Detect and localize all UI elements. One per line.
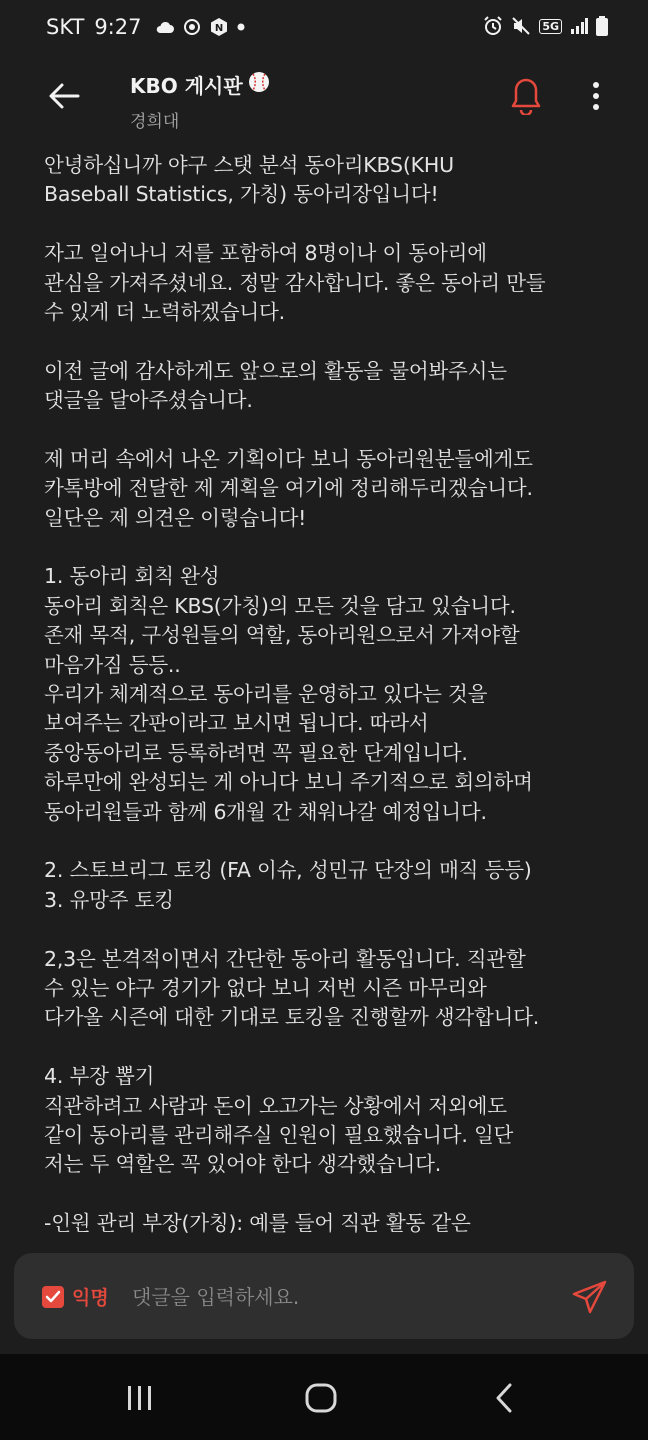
svg-text:N: N <box>215 23 224 34</box>
post-line: Baseball Statistics, 가칭) 동아리장입니다! <box>44 182 439 207</box>
recent-apps-button[interactable] <box>110 1376 170 1420</box>
post-line: 직관하려고 사람과 돈이 오고가는 상황에서 저외에도 <box>44 1093 507 1118</box>
post-line: 수 있는 야구 경기가 없다 보니 저번 시즌 마무리와 <box>44 975 487 1000</box>
system-back-button[interactable] <box>474 1376 534 1420</box>
post-line: 제 머리 속에서 나온 기획이다 보니 동아리원분들에게도 <box>44 446 533 471</box>
alarm-icon <box>483 16 503 36</box>
post-line: 동아리원들과 함께 6개월 간 채워나갈 예정입니다. <box>44 799 487 824</box>
send-icon <box>572 1280 608 1314</box>
comment-input-bar <box>14 1253 634 1339</box>
post-line <box>44 827 614 856</box>
post-line: 보여주는 간판이라고 보시면 됩니다. 따라서 <box>44 711 429 736</box>
battery-icon <box>596 16 608 36</box>
app-header <box>0 56 648 142</box>
system-nav-bar <box>0 1354 648 1440</box>
post-line: 이전 글에 감사하게도 앞으로의 활동을 물어봐주시는 <box>44 358 507 383</box>
post-line: 자고 일어나니 저를 포함하여 8명이나 이 동아리에 <box>44 241 487 266</box>
post-line: 카톡방에 전달한 제 계획을 여기에 정리해두리겠습니다. <box>44 476 533 501</box>
carrier-label: SKT <box>46 15 85 39</box>
send-button[interactable] <box>570 1277 610 1317</box>
post-body <box>44 151 614 1251</box>
post-line: 동아리 회칙은 KBS(가칭)의 모든 것을 담고 있습니다. <box>44 593 516 618</box>
more-options-button[interactable] <box>578 74 614 118</box>
post-line <box>44 1033 614 1062</box>
board-title-text: KBO 게시판 <box>130 74 243 98</box>
cloud-icon <box>155 20 175 34</box>
post-line: 1. 동아리 회칙 완성 <box>44 564 220 589</box>
post-line <box>44 416 614 445</box>
status-right <box>483 16 608 36</box>
post-line: 존재 목적, 구성원들의 역할, 동아리원으로서 가져야할 <box>44 623 520 648</box>
comment-input[interactable] <box>130 1277 554 1317</box>
post-line <box>44 1180 614 1209</box>
board-title <box>130 70 271 99</box>
post-line: 우리가 체계적으로 동아리를 운영하고 있다는 것을 <box>44 682 488 707</box>
post-line: 2,3은 본격적이면서 간단한 동아리 활동입니다. 직관할 <box>44 946 526 971</box>
post-line: 관심을 가져주셨네요. 정말 감사합니다. 좋은 동아리 만들 <box>44 270 546 295</box>
post-line: 저는 두 역할은 꼭 있어야 한다 생각했습니다. <box>44 1152 442 1177</box>
board-subtitle: 경희대 <box>130 112 180 132</box>
post-line: 다가올 시즌에 대한 기대로 토킹을 진행할까 생각합니다. <box>44 1005 540 1030</box>
naver-icon <box>209 17 229 37</box>
post-line: 같이 동아리를 관리해주실 인원이 필요했습니다. 일단 <box>44 1122 514 1147</box>
home-icon <box>305 1383 337 1413</box>
post-line: 수 있게 더 노력하겠습니다. <box>44 299 285 324</box>
post-line <box>44 210 614 239</box>
post-line <box>44 915 614 944</box>
post-line <box>44 533 614 562</box>
post-line: -인원 관리 부장(가칭): 예를 들어 직관 활동 같은 <box>44 1211 471 1236</box>
home-button[interactable] <box>291 1376 351 1420</box>
checkbox-checked-icon[interactable] <box>42 1286 64 1308</box>
post-line: 댓글을 달아주셨습니다. <box>44 388 253 413</box>
anonymous-label: 익명 <box>72 1287 109 1309</box>
more-vertical-icon <box>592 81 600 111</box>
post-line: 하루만에 완성되는 게 아니다 보니 주기적으로 회의하며 <box>44 770 533 795</box>
back-button[interactable] <box>44 76 84 116</box>
baseball-icon <box>247 70 271 99</box>
bell-icon <box>510 77 542 115</box>
status-left <box>46 15 245 39</box>
back-nav-icon <box>494 1383 514 1413</box>
post-line: 3. 유망주 토킹 <box>44 887 174 912</box>
notification-icons <box>155 17 245 37</box>
back-arrow-icon <box>48 82 80 110</box>
post-line: 중앙동아리로 등록하려면 꼭 필요한 단계입니다. <box>44 740 468 765</box>
post-line: 일단은 제 의견은 이렇습니다! <box>44 505 307 530</box>
network-type: 5G <box>539 19 562 34</box>
post-line: 2. 스토브리그 토킹 (FA 이슈, 성민규 단장의 매직 등등) <box>44 858 532 883</box>
anonymous-toggle[interactable] <box>42 1283 109 1310</box>
notification-bell-button[interactable] <box>506 74 546 118</box>
post-line: 안녕하십니까 야구 스탯 분석 동아리KBS(KHU <box>44 153 454 177</box>
post-line <box>44 327 614 356</box>
status-bar <box>0 0 648 56</box>
clock: 9:27 <box>94 15 142 39</box>
mute-icon <box>511 16 531 36</box>
sync-icon <box>183 18 201 36</box>
title-block <box>130 70 271 132</box>
recent-apps-icon <box>125 1384 155 1412</box>
dot-icon <box>237 23 245 31</box>
post-line: 마음가짐 등등.. <box>44 652 181 677</box>
post-line: 4. 부장 뽑기 <box>44 1064 155 1089</box>
signal-icon <box>570 18 588 34</box>
